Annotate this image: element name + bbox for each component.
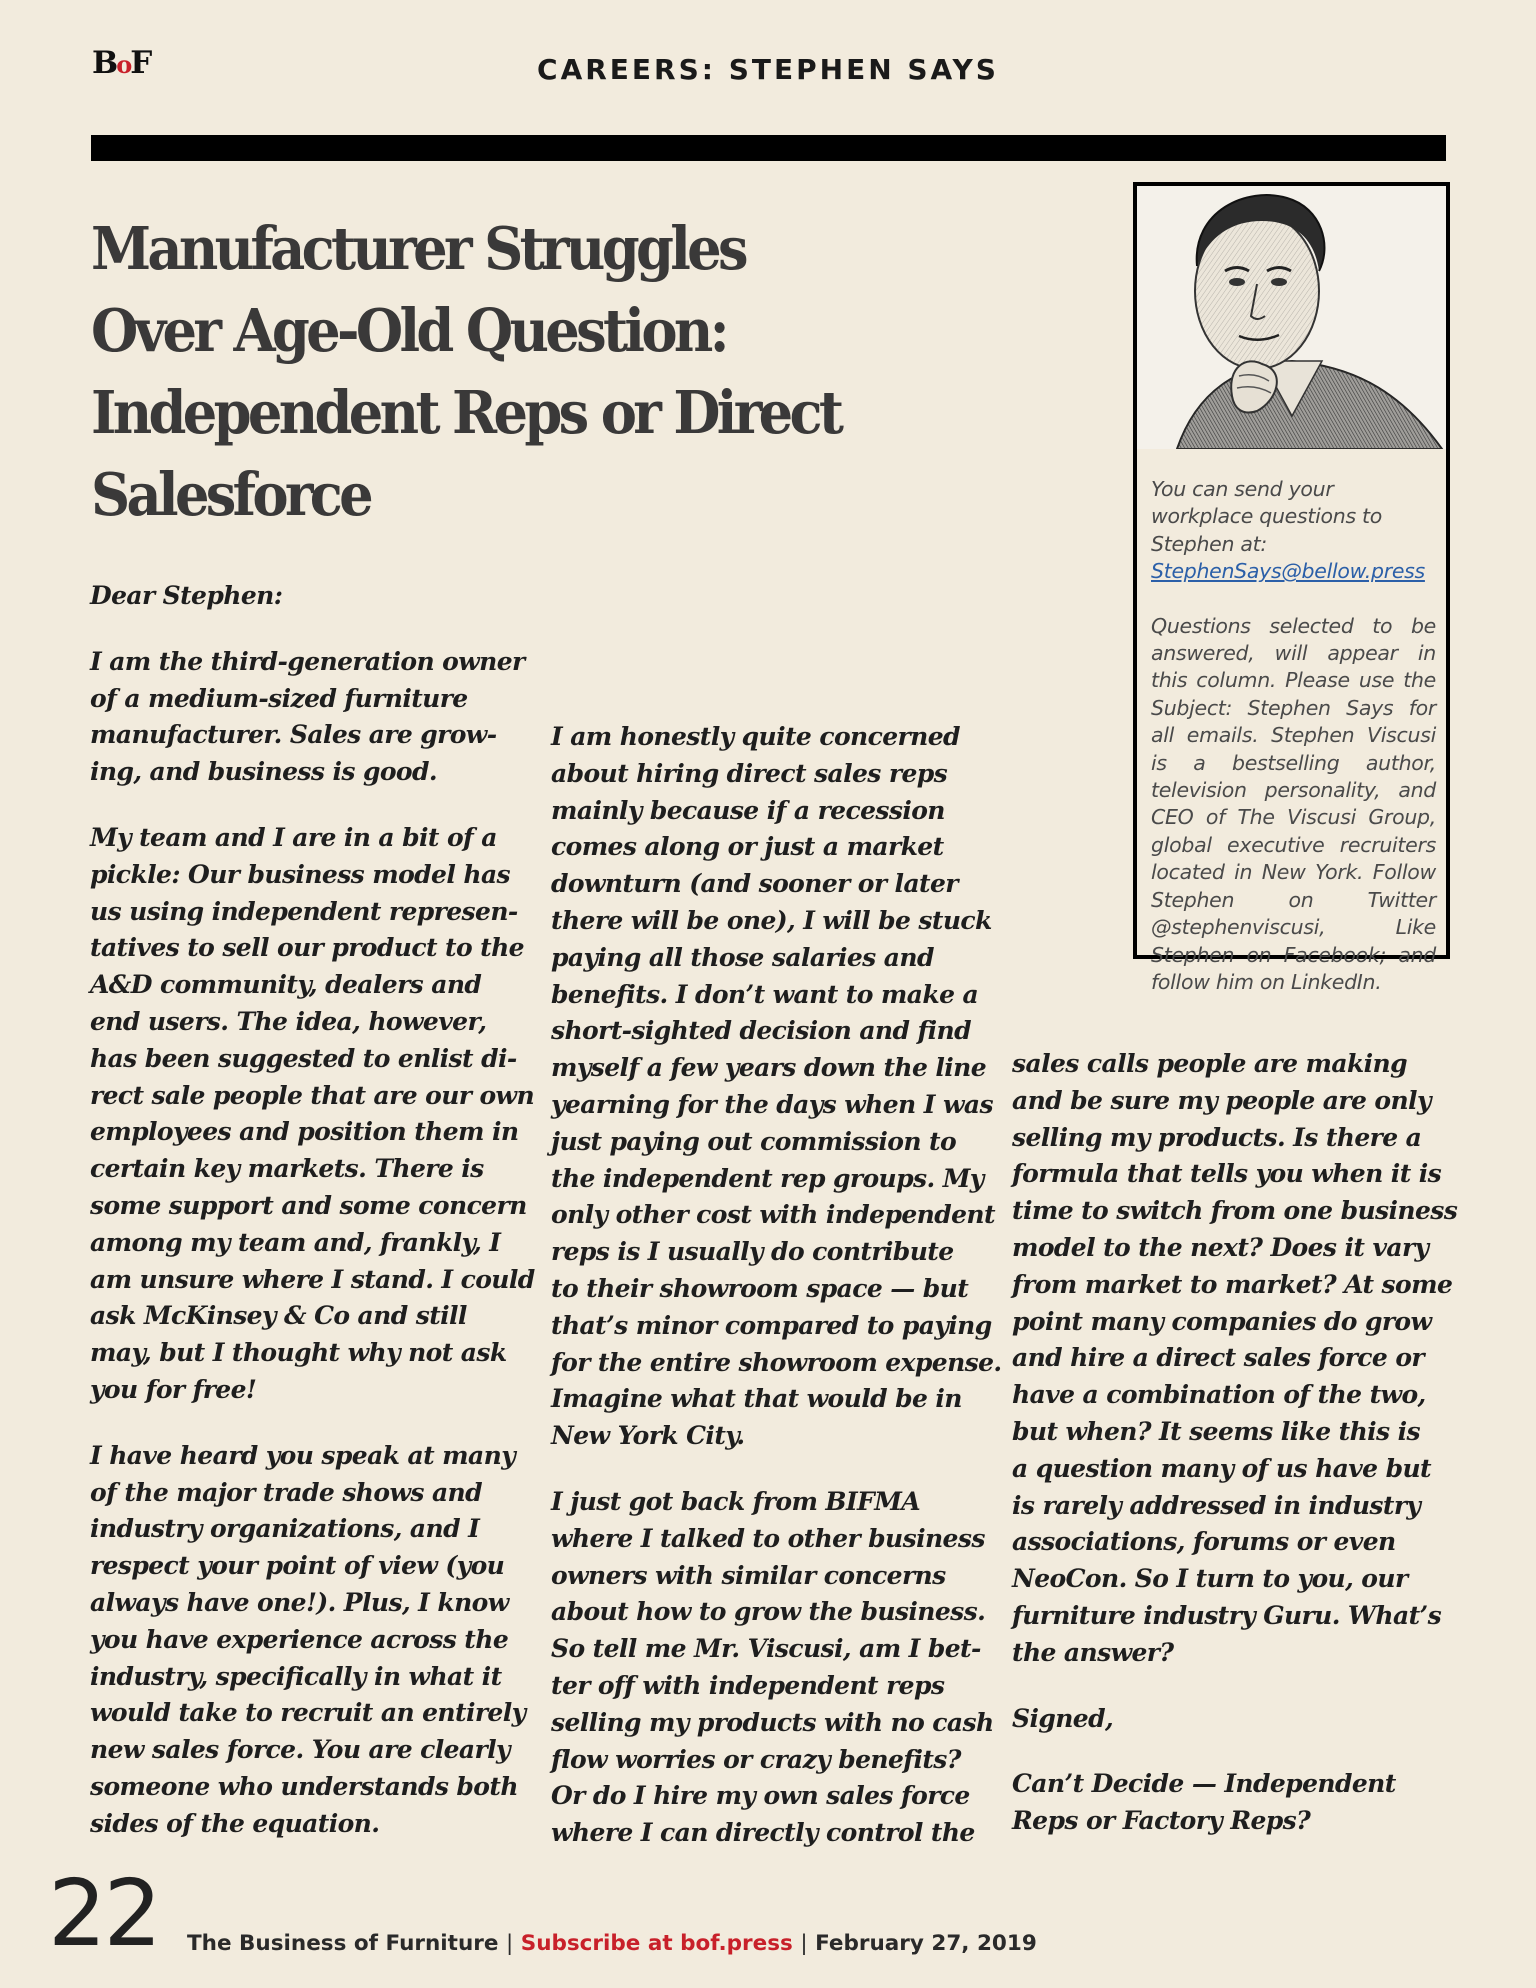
letter-line: Can’t Decide — Independent — [1012, 1769, 1396, 1799]
letter-line: Dear Stephen: — [90, 581, 283, 610]
letter-line: the independent rep groups. My — [551, 1163, 984, 1193]
letter-line: Or do I hire my own sales force — [551, 1781, 970, 1811]
letter-line: So tell me Mr. Viscusi, am I bet- — [551, 1634, 981, 1664]
paragraph-gap — [90, 615, 530, 644]
letter-line: among my team and, frankly, I — [90, 1227, 501, 1257]
letter-line: rect sale people that are our own — [90, 1080, 535, 1110]
letter-line: respect your point of view (you — [90, 1551, 505, 1581]
sidebar-intro: You can send your workplace questions to Stephen at: — [1151, 477, 1383, 556]
page-footer: The Business of Furniture | Subscribe at bof.press | February 27, 2019 — [187, 1931, 1037, 1956]
letter-line: us using independent represen- — [90, 896, 518, 926]
letter-line: owners with similar concerns — [551, 1560, 946, 1590]
letter-line: flow worries or crazy benefits? — [551, 1744, 961, 1774]
letter-line: would take to recruit an entirely — [90, 1698, 526, 1728]
letter-line: sales calls people are making — [1012, 1049, 1408, 1078]
letter-line: pickle: Our business model has — [90, 859, 511, 889]
letter-line: is rarely addressed in industry — [1012, 1490, 1421, 1520]
letter-line: short-sighted decision and find — [551, 1016, 971, 1046]
letter-line: you for free! — [90, 1374, 257, 1404]
paragraph-gap — [1012, 1737, 1452, 1766]
paragraph-gap — [90, 791, 530, 820]
letter-line: selling my products with no cash — [551, 1707, 994, 1737]
letter-line: ing, and business is good. — [90, 757, 437, 787]
issue-date: February 27, 2019 — [815, 1931, 1037, 1956]
headline-line: Independent Reps or Direct — [91, 378, 841, 447]
publication-name: The Business of Furniture — [187, 1931, 499, 1956]
letter-line: Reps or Factory Reps? — [1012, 1806, 1311, 1836]
letter-line: you have experience across the — [90, 1624, 509, 1654]
letter-line: where I can directly control the — [551, 1818, 975, 1848]
letter-line: associations, forums or even — [1012, 1527, 1396, 1557]
letter-line: benefits. I don’t want to make a — [551, 979, 979, 1009]
sidebar-text — [1151, 476, 1436, 996]
letter-line: selling my products. Is there a — [1012, 1122, 1422, 1152]
contact-email-link[interactable]: StephenSays@bellow.press — [1151, 559, 1425, 584]
letter-line: Signed, — [1012, 1703, 1114, 1733]
letter-line: about how to grow the business. — [551, 1597, 986, 1627]
letter-line: may, but I thought why not ask — [90, 1338, 507, 1368]
headline-line: Salesforce — [91, 460, 371, 529]
letter-line: I have heard you speak at many — [90, 1440, 516, 1470]
paragraph-gap — [551, 1455, 991, 1484]
letter-line: ter off with independent reps — [551, 1670, 945, 1700]
letter-line: point many companies do grow — [1012, 1306, 1432, 1336]
letter-line: Imagine what that would be in — [551, 1384, 962, 1414]
headline-line: Over Age-Old Question: — [91, 296, 727, 365]
letter-line: myself a few years down the line — [551, 1053, 987, 1083]
letter-line: have a combination of the two, — [1012, 1380, 1426, 1410]
letter-line: for the entire showroom expense. — [551, 1347, 1002, 1377]
letter-line: New York City. — [551, 1421, 745, 1451]
letter-line: yearning for the days when I was — [551, 1089, 993, 1119]
bof-logo: BoF — [92, 45, 151, 81]
letter-line: the answer? — [1012, 1637, 1174, 1667]
letter-line: where I talked to other business — [551, 1523, 985, 1553]
letter-line: I am honestly quite concerned — [551, 722, 960, 751]
letter-line: time to switch from one business — [1012, 1196, 1458, 1226]
paragraph-gap — [1012, 1672, 1452, 1701]
letter-line: downturn (and sooner or later — [551, 869, 958, 899]
letter-line: just paying out commission to — [551, 1126, 957, 1156]
letter-line: A&D community, dealers and — [90, 970, 482, 1000]
letter-line: formula that tells you when it is — [1012, 1159, 1442, 1189]
letter-line: My team and I are in a bit of a — [90, 822, 497, 852]
letter-line: always have one!). Plus, I know — [90, 1587, 509, 1617]
letter-line: and be sure my people are only — [1012, 1085, 1431, 1115]
letter-line: am unsure where I stand. I could — [90, 1264, 535, 1294]
letter-line: of a medium-sized furniture — [90, 683, 468, 713]
letter-line: mainly because if a recession — [551, 795, 945, 825]
letter-line: sides of the equation. — [90, 1808, 380, 1838]
letter-line: of the major trade shows and — [90, 1477, 483, 1507]
letter-line: comes along or just a market — [551, 832, 944, 862]
letter-line: to their showroom space — but — [551, 1273, 969, 1303]
letter-line: from market to market? At some — [1012, 1269, 1453, 1299]
section-title: CAREERS: STEPHEN SAYS — [537, 53, 999, 86]
letter-line: someone who understands both — [90, 1771, 518, 1801]
letter-line: model to the next? Does it vary — [1012, 1232, 1429, 1262]
letter-line: industry, specifically in what it — [90, 1661, 502, 1691]
author-portrait-image — [1137, 186, 1446, 449]
letter-line: only other cost with independent — [551, 1200, 995, 1230]
letter-line: there will be one), I will be stuck — [551, 905, 992, 935]
letter-line: industry organizations, and I — [90, 1514, 480, 1544]
header-rule — [91, 135, 1446, 161]
letter-line: has been suggested to enlist di- — [90, 1043, 517, 1073]
letter-line: some support and some concern — [90, 1190, 527, 1220]
letter-line: reps is I usually do contribute — [551, 1237, 954, 1267]
letter-line: tatives to sell our product to the — [90, 933, 524, 963]
letter-column-3 — [1012, 1046, 1458, 1840]
letter-line: I just got back from BIFMA — [551, 1486, 921, 1516]
letter-line: new sales force. You are clearly — [90, 1735, 510, 1765]
letter-line: ask McKinsey & Co and still — [90, 1301, 467, 1331]
subscribe-link[interactable]: Subscribe at bof.press — [520, 1931, 793, 1956]
author-sidebar — [1133, 182, 1450, 994]
letter-column-1 — [90, 578, 535, 1843]
letter-line: about hiring direct sales reps — [551, 758, 948, 788]
author-bio: Questions selected to be answered, will appear in this column. Please use the Subject: Stephen Says for all emails. Stephen Viscusi is a bestselling author, television personality, and CEO of The Viscusi Group, global executive recruiters located in New York. Follow Stephen on Twitter @stephenviscusi, Like Stephen on Facebook; and follow him on LinkedIn. — [1151, 613, 1436, 994]
letter-line: paying all those salaries and — [551, 942, 934, 972]
headline-line: Manufacturer Struggles — [91, 214, 745, 283]
letter-line: manufacturer. Sales are grow- — [90, 720, 497, 750]
letter-line: employees and position them in — [90, 1117, 519, 1147]
letter-line: certain key markets. There is — [90, 1154, 484, 1184]
letter-line: furniture industry Guru. What’s — [1012, 1600, 1442, 1630]
letter-line: and hire a direct sales force or — [1012, 1343, 1424, 1373]
letter-line: NeoCon. So I turn to you, our — [1012, 1564, 1408, 1594]
page-number: 22 — [48, 1860, 160, 1967]
letter-column-2 — [551, 719, 1002, 1852]
letter-line: a question many of us have but — [1012, 1453, 1431, 1483]
letter-line: that’s minor compared to paying — [551, 1310, 992, 1340]
letter-line: end users. The idea, however, — [90, 1006, 487, 1036]
paragraph-gap — [90, 1409, 530, 1438]
article-headline — [91, 208, 841, 536]
letter-line: but when? It seems like this is — [1012, 1416, 1420, 1446]
letter-line: I am the third-generation owner — [90, 646, 525, 676]
